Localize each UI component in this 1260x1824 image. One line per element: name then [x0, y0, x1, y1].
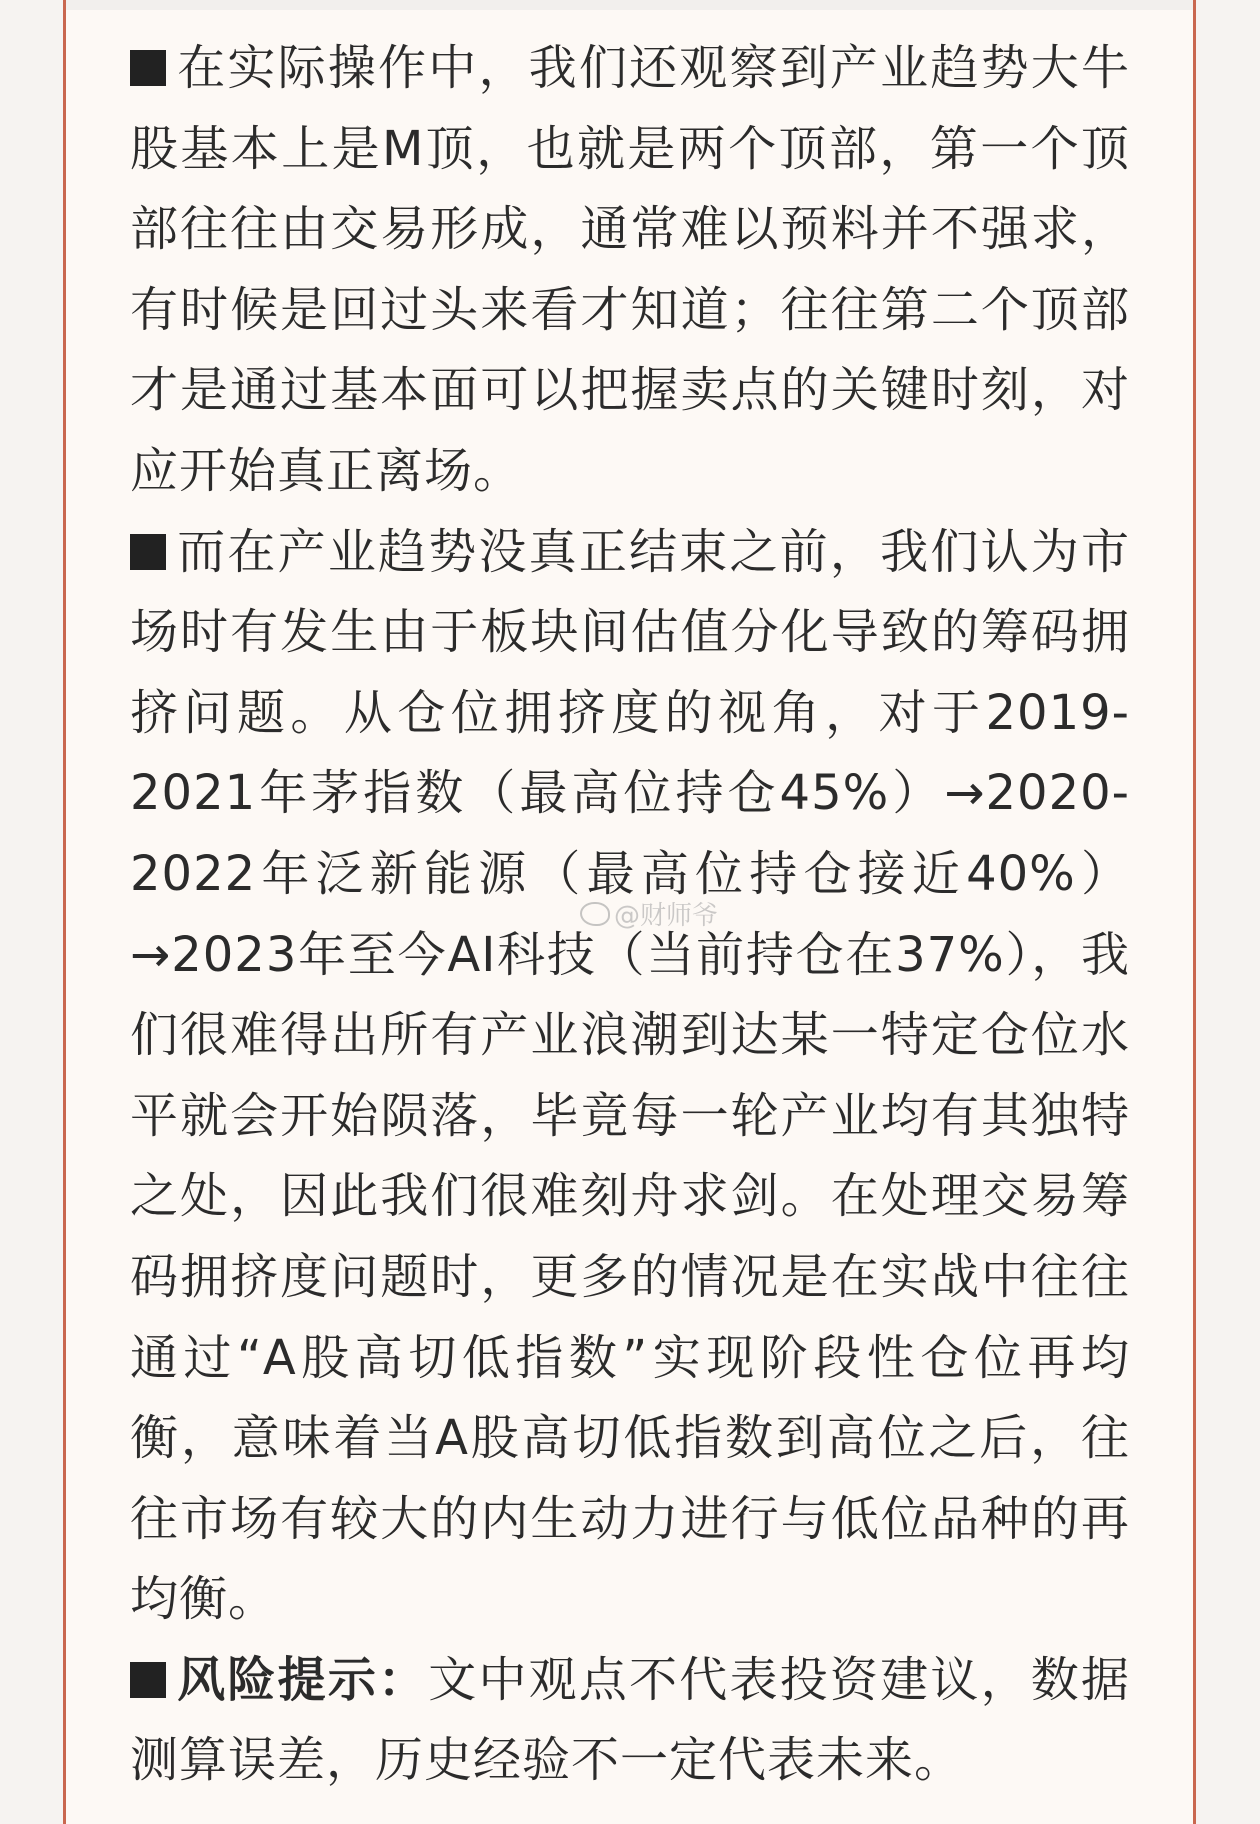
square-bullet-icon [130, 534, 166, 570]
square-bullet-icon [130, 1662, 166, 1698]
top-strip [0, 0, 1260, 10]
paragraph-m-top [130, 28, 1130, 512]
watermark-text: @财师爷 [614, 901, 719, 931]
paragraph-risk-notice [130, 1640, 1130, 1801]
risk-label: 风险提示： [176, 1651, 429, 1708]
paragraph-text: 而在产业趋势没真正结束之前，我们认为市场时有发生由于板块间估值分化导致的筹码拥挤问题。从仓位拥挤度的视角，对于2019-2021年茅指数（最高位持仓45%）→2020-2022年泛新能源（最高位持仓接近40%）→2023年至今AI科技（当前持仓在37%），我们很难得出所有产业浪潮到达某一特定仓位水平就会开始陨落，毕竟每一轮产业均有其独特之处，因此我们很难刻舟求剑。在处理交易筹码拥挤度问题时，更多的情况是在实战中往往通过“A股高切低指数”实现阶段性仓位再均衡，意味着当A股高切低指数到高位之后，往往市场有较大的内生动力进行与低位品种的再均衡。 [130, 523, 1130, 1628]
paragraph-crowding [130, 512, 1130, 1640]
weibo-icon [580, 902, 610, 926]
paragraph-text: 在实际操作中，我们还观察到产业趋势大牛股基本上是M顶，也就是两个顶部，第一个顶部往往由交易形成，通常难以预料并不强求，有时候是回过头来看才知道；往往第二个顶部才是通过基本面可以把握卖点的关键时刻，对应开始真正离场。 [130, 40, 1130, 499]
frame-border-left [63, 0, 66, 1824]
paragraph-text: 文中观点不代表投资建议，数据测算误差，历史经验不一定代表未来。 [130, 1651, 1130, 1789]
page-margin-left [0, 0, 63, 1824]
page-margin-right [1196, 0, 1260, 1824]
frame-border-right [1193, 0, 1196, 1824]
watermark [580, 895, 718, 932]
square-bullet-icon [130, 50, 166, 86]
